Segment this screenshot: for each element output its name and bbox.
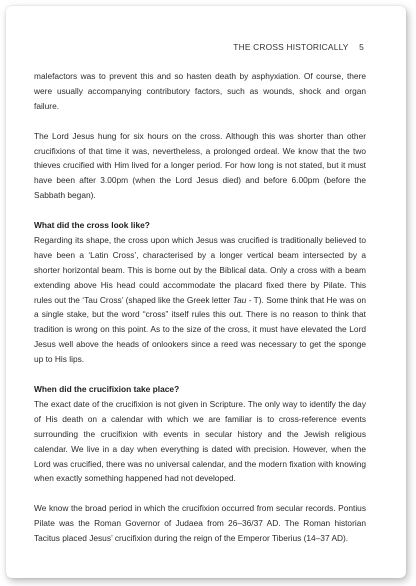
page-number: 5 bbox=[359, 42, 364, 52]
paragraph-cross-shape-part2: - T). Some think that He was on a single stake, but the word “cross” itself rules this out. There is no reason to think that tradition is wrong on this point. As to the size of the cross, it must have elevated the Lord Jesus well above the heads of onlookers since a reed was necessary to get the sponge up to His lips. bbox=[34, 294, 366, 365]
paragraph-six-hours: The Lord Jesus hung for six hours on the cross. Although this was shorter than other crucifixions of that time it was, nevertheless, a prolonged ordeal. We know that the two thieves crucified with Him lived for a longer period. For how long is not stated, but it must have been after 3.00pm (when the Lord Jesus died) and before 6.00pm (before the Sabbath began). bbox=[34, 130, 366, 201]
tau-italic: Tau bbox=[232, 294, 247, 305]
paragraph-gap bbox=[34, 367, 366, 382]
section-heading-cross-shape: What did the cross look like? bbox=[34, 220, 150, 231]
running-head bbox=[233, 42, 364, 52]
paragraph-gap bbox=[34, 203, 366, 218]
section-heading-crucifixion-date: When did the crucifixion take place? bbox=[34, 383, 180, 394]
paragraph-crucifixion-date: The exact date of the crucifixion is not given in Scripture. The only way to identify the day of His death on a calendar with which we are familiar is to cross-reference events surrounding the crucifixion with events in secular history and the Jewish religious calendar. We live in a day when everything is dated with precision. However, when the Lord was crucified, there was no universal calendar, and the modern fixation with knowing when exactly something happened had not developed. bbox=[34, 398, 366, 484]
running-head-title: THE CROSS HISTORICALLY bbox=[233, 42, 349, 52]
paragraph-gap bbox=[34, 486, 366, 501]
paragraph-secular-records: We know the broad period in which the crucifixion occurred from secular records. Pontius Pilate was the Roman Governor of Judaea from 26–36/37 AD. The Roman historian Tacitus placed Jesus’ crucifixion during the reign of the Emperor Tiberius (14–37 AD). bbox=[34, 503, 366, 544]
page-body bbox=[34, 69, 366, 546]
paragraph-cross-shape-part1: Regarding its shape, the cross upon which Jesus was crucified is traditionally believed to have been a ‘Latin Cross’, characterised by a longer vertical beam intersected by a shorter horizontal beam. This is borne out by the Biblical data. Only a cross with a beam extending above His head could accommodate the placard fixed there by Pilate. This rules out the ‘Tau Cross’ (shaped like the Greek letter bbox=[34, 234, 366, 305]
paragraph-asphyxiation: malefactors was to prevent this and so hasten death by asphyxiation. Of course, there were usually accompanying contributory factors, such as wounds, shock and organ failure. bbox=[34, 71, 366, 111]
paragraph-cross-shape bbox=[34, 233, 366, 367]
paragraph-gap bbox=[34, 114, 366, 129]
